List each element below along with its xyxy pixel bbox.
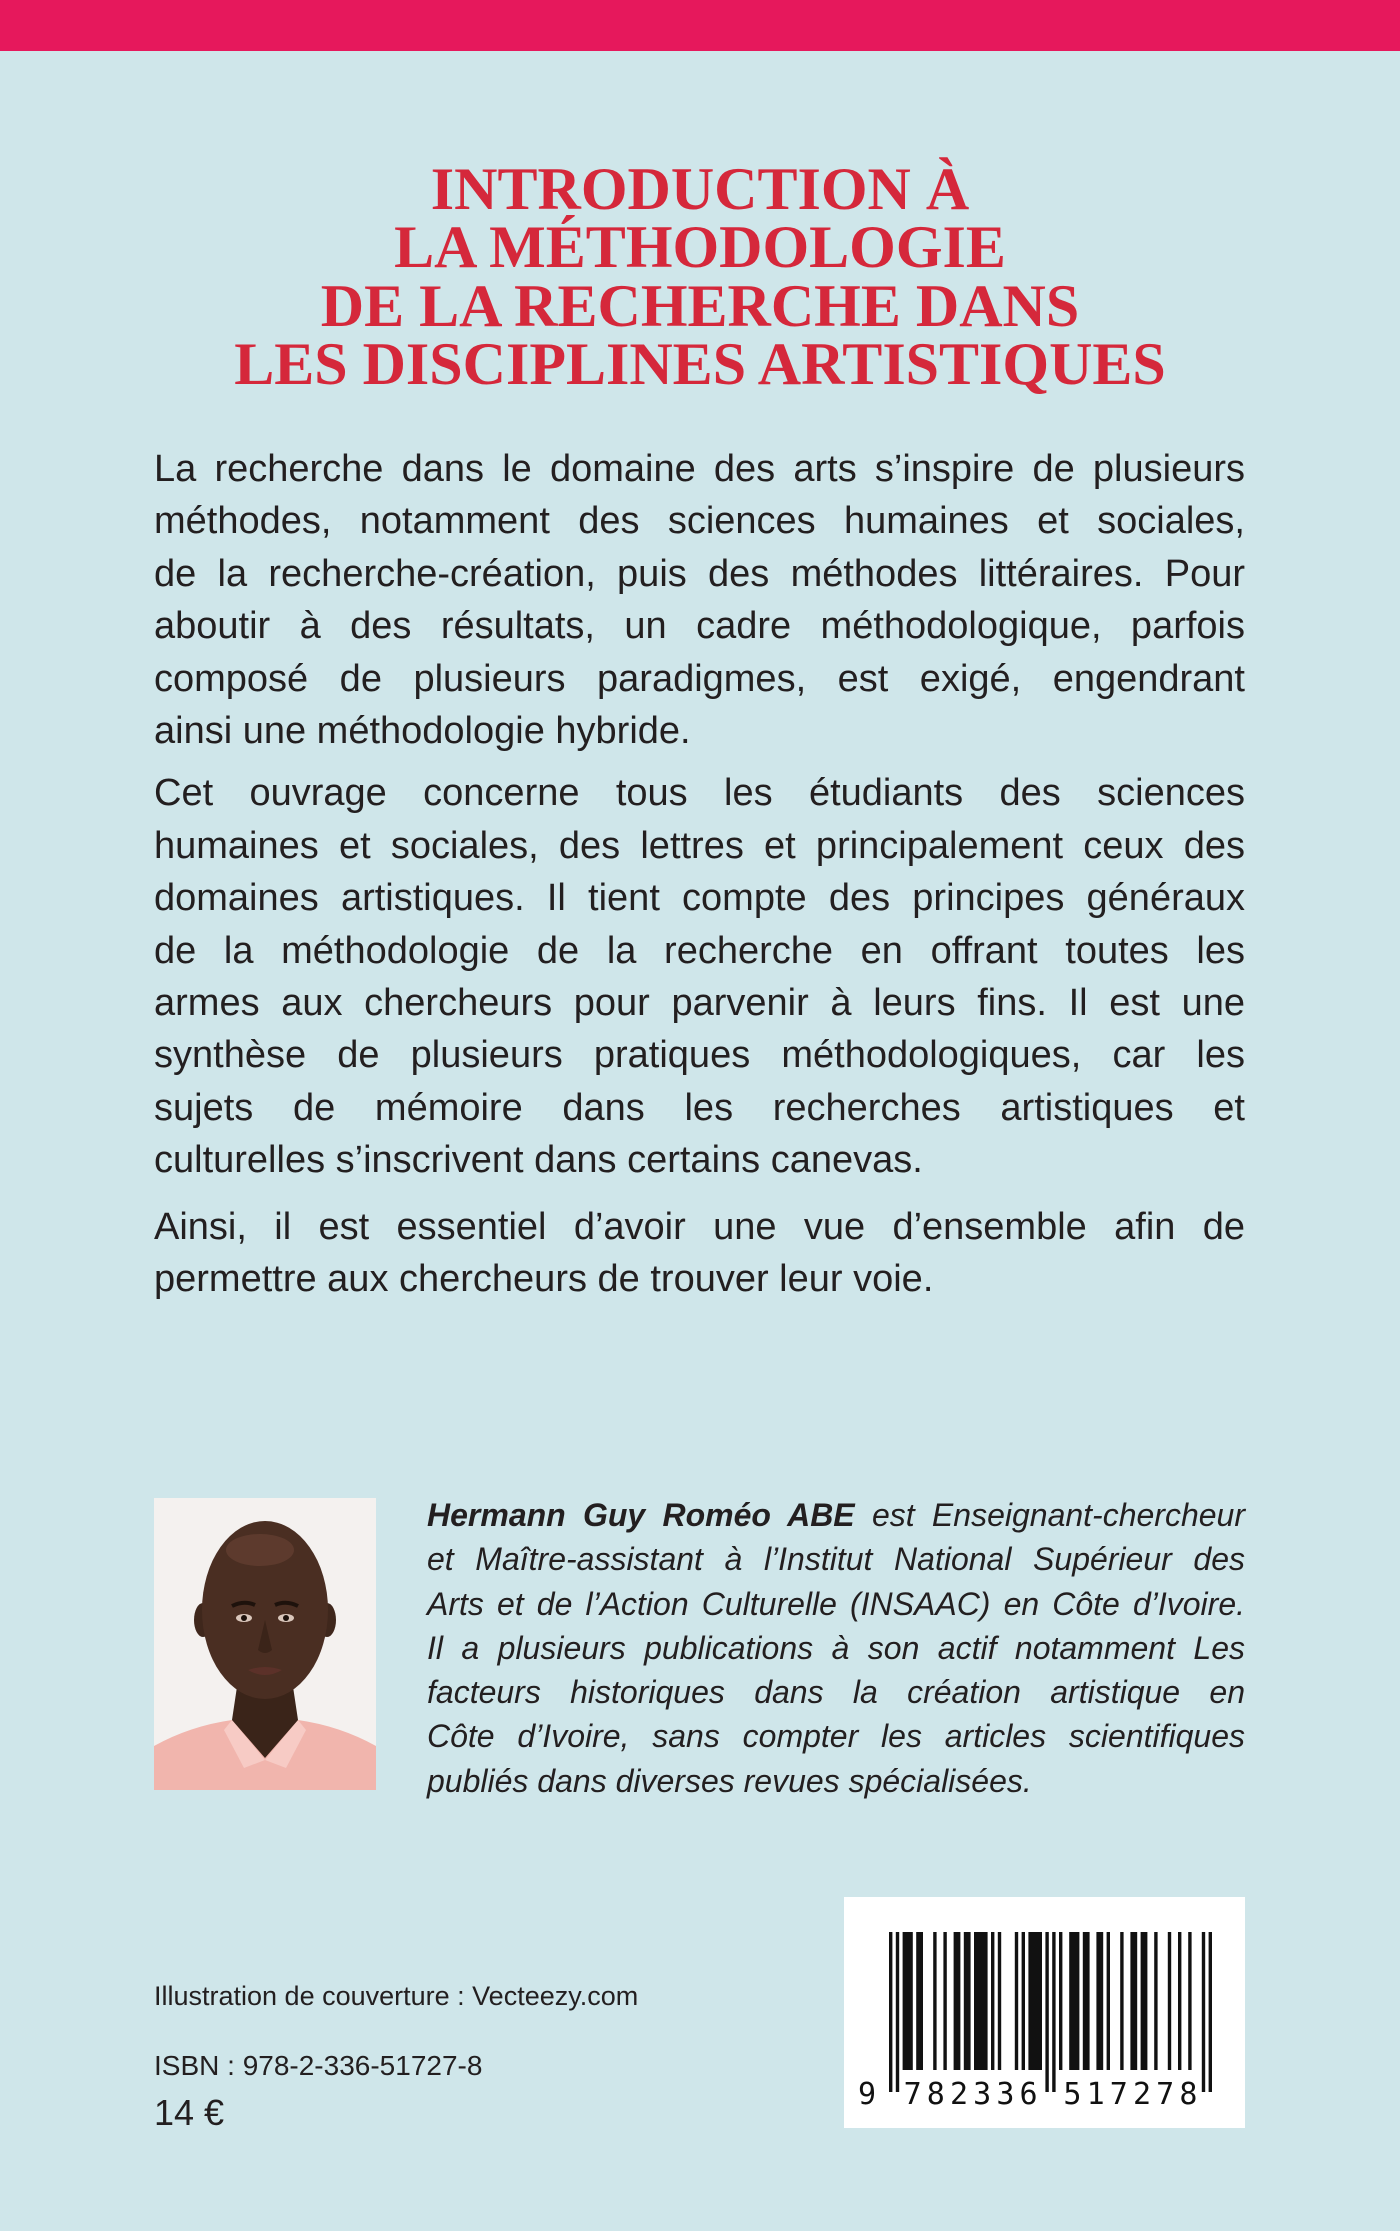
barcode-bar <box>1069 1932 1079 2070</box>
barcode-bar <box>896 1932 899 2092</box>
barcode-bar <box>1178 1932 1181 2070</box>
author-bio <box>427 1493 1245 1803</box>
barcode-bar <box>1107 1932 1110 2070</box>
barcode-bar <box>1059 1932 1062 2070</box>
summary-line: sujets de mémoire dans les recherches artistiques et <box>154 1086 1245 1129</box>
barcode-bar <box>1130 1932 1137 2070</box>
title-line: DE LA RECHERCHE DANS <box>320 272 1080 339</box>
barcode <box>844 1897 1245 2128</box>
summary-line: La recherche dans le domaine des arts s’inspire de plusieurs <box>154 448 1245 490</box>
barcode-bar <box>1120 1932 1123 2070</box>
summary-line: culturelles s’inscrivent dans certains canevas. <box>154 1139 923 1182</box>
barcode-bar <box>1202 1932 1205 2092</box>
bio-line: facteurs historiques dans la création artistique en <box>427 1674 1245 1711</box>
book-summary <box>154 443 1245 1306</box>
bio-line: Arts et de l’Action Culturelle (INSAAC) en Côte d’Ivoire. <box>427 1585 1245 1622</box>
barcode-bar <box>964 1932 971 2070</box>
illustration-credit: Illustration de couverture : Vecteezy.com <box>154 1981 639 2011</box>
barcode-bar <box>1052 1932 1055 2092</box>
barcode-bar <box>933 1932 936 2070</box>
barcode-left-digits: 782336 <box>903 2077 1038 2112</box>
bio-line <box>427 1493 1245 1537</box>
barcode-bar <box>974 1932 988 2070</box>
bio-line-text: est Enseignant-chercheur <box>871 1497 1246 1533</box>
summary-line: méthodes, notamment des sciences humaines et sociales, <box>154 500 1245 543</box>
barcode-bar <box>889 1932 892 2092</box>
summary-paragraph-1 <box>154 443 1245 757</box>
summary-line: synthèse de plusieurs pratiques méthodologiques, car les <box>154 1034 1245 1077</box>
summary-line: humaines et sociales, des lettres et principalement ceux des <box>154 824 1245 867</box>
barcode-bar <box>1096 1932 1103 2070</box>
barcode-bar <box>1154 1932 1157 2070</box>
barcode-bar <box>991 1932 994 2070</box>
barcode-bar <box>1209 1932 1212 2092</box>
summary-line: domaines artistiques. Il tient compte des principes généraux <box>154 877 1245 920</box>
summary-line: Cet ouvrage concerne tous les étudiants des sciences <box>154 772 1245 815</box>
summary-line: ainsi une méthodologie hybride. <box>154 710 691 753</box>
barcode-bar <box>998 1932 1001 2070</box>
summary-line: armes aux chercheurs pour parvenir à leurs fins. Il est une <box>154 982 1245 1025</box>
barcode-right-digits: 517278 <box>1063 2077 1198 2112</box>
barcode-bar <box>1015 1932 1018 2070</box>
barcode-leading-digit: 9 <box>858 2077 877 2112</box>
price-label: 14 € <box>154 2092 225 2133</box>
barcode-bar <box>943 1932 946 2070</box>
author-photo <box>154 1498 376 1790</box>
summary-line: de la méthodologie de la recherche en offrant toutes les <box>154 929 1245 972</box>
title-line: LES DISCIPLINES ARTISTIQUES <box>234 330 1166 397</box>
book-title <box>0 156 1400 397</box>
barcode-bar <box>916 1932 923 2070</box>
summary-line: Ainsi, il est essentiel d’avoir une vue d’ensemble afin de <box>154 1205 1245 1248</box>
barcode-bar <box>1083 1932 1090 2070</box>
barcode-bar <box>903 1932 913 2070</box>
barcode-bar <box>1045 1932 1048 2092</box>
summary-line: aboutir à des résultats, un cadre méthodologique, parfois <box>154 605 1245 648</box>
summary-paragraph-3 <box>154 1201 1245 1306</box>
barcode-bar <box>1188 1932 1191 2070</box>
summary-line: de la recherche-création, puis des méthodes littéraires. Pour <box>154 552 1245 595</box>
title-line: INTRODUCTION À <box>430 156 970 222</box>
top-accent-bar <box>0 0 1400 51</box>
barcode-bar <box>1022 1932 1025 2070</box>
bio-line: et Maître-assistant à l’Institut National Supérieur des <box>427 1541 1245 1578</box>
bio-line: Côte d’Ivoire, sans compter les articles scientifiques <box>427 1718 1245 1755</box>
title-line: LA MÉTHODOLOGIE <box>394 214 1006 281</box>
bio-line: Il a plusieurs publications à son actif notamment Les <box>427 1629 1245 1666</box>
barcode-bars <box>889 1932 1212 2092</box>
barcode-graphic <box>844 1897 1245 2128</box>
barcode-bar <box>1168 1932 1171 2070</box>
summary-line: permettre aux chercheurs de trouver leur voie. <box>154 1258 934 1301</box>
barcode-bar <box>1028 1932 1042 2070</box>
author-name: Hermann Guy Roméo ABE <box>427 1497 855 1533</box>
author-portrait-icon <box>154 1498 376 1790</box>
summary-paragraph-2 <box>154 767 1245 1186</box>
bio-line: publiés dans diverses revues spécialisées. <box>427 1762 1032 1799</box>
summary-line: composé de plusieurs paradigmes, est exigé, engendrant <box>154 657 1245 700</box>
isbn-label: ISBN : 978-2-336-51727-8 <box>154 2050 483 2081</box>
barcode-bar <box>954 1932 961 2070</box>
barcode-bar <box>1141 1932 1148 2070</box>
